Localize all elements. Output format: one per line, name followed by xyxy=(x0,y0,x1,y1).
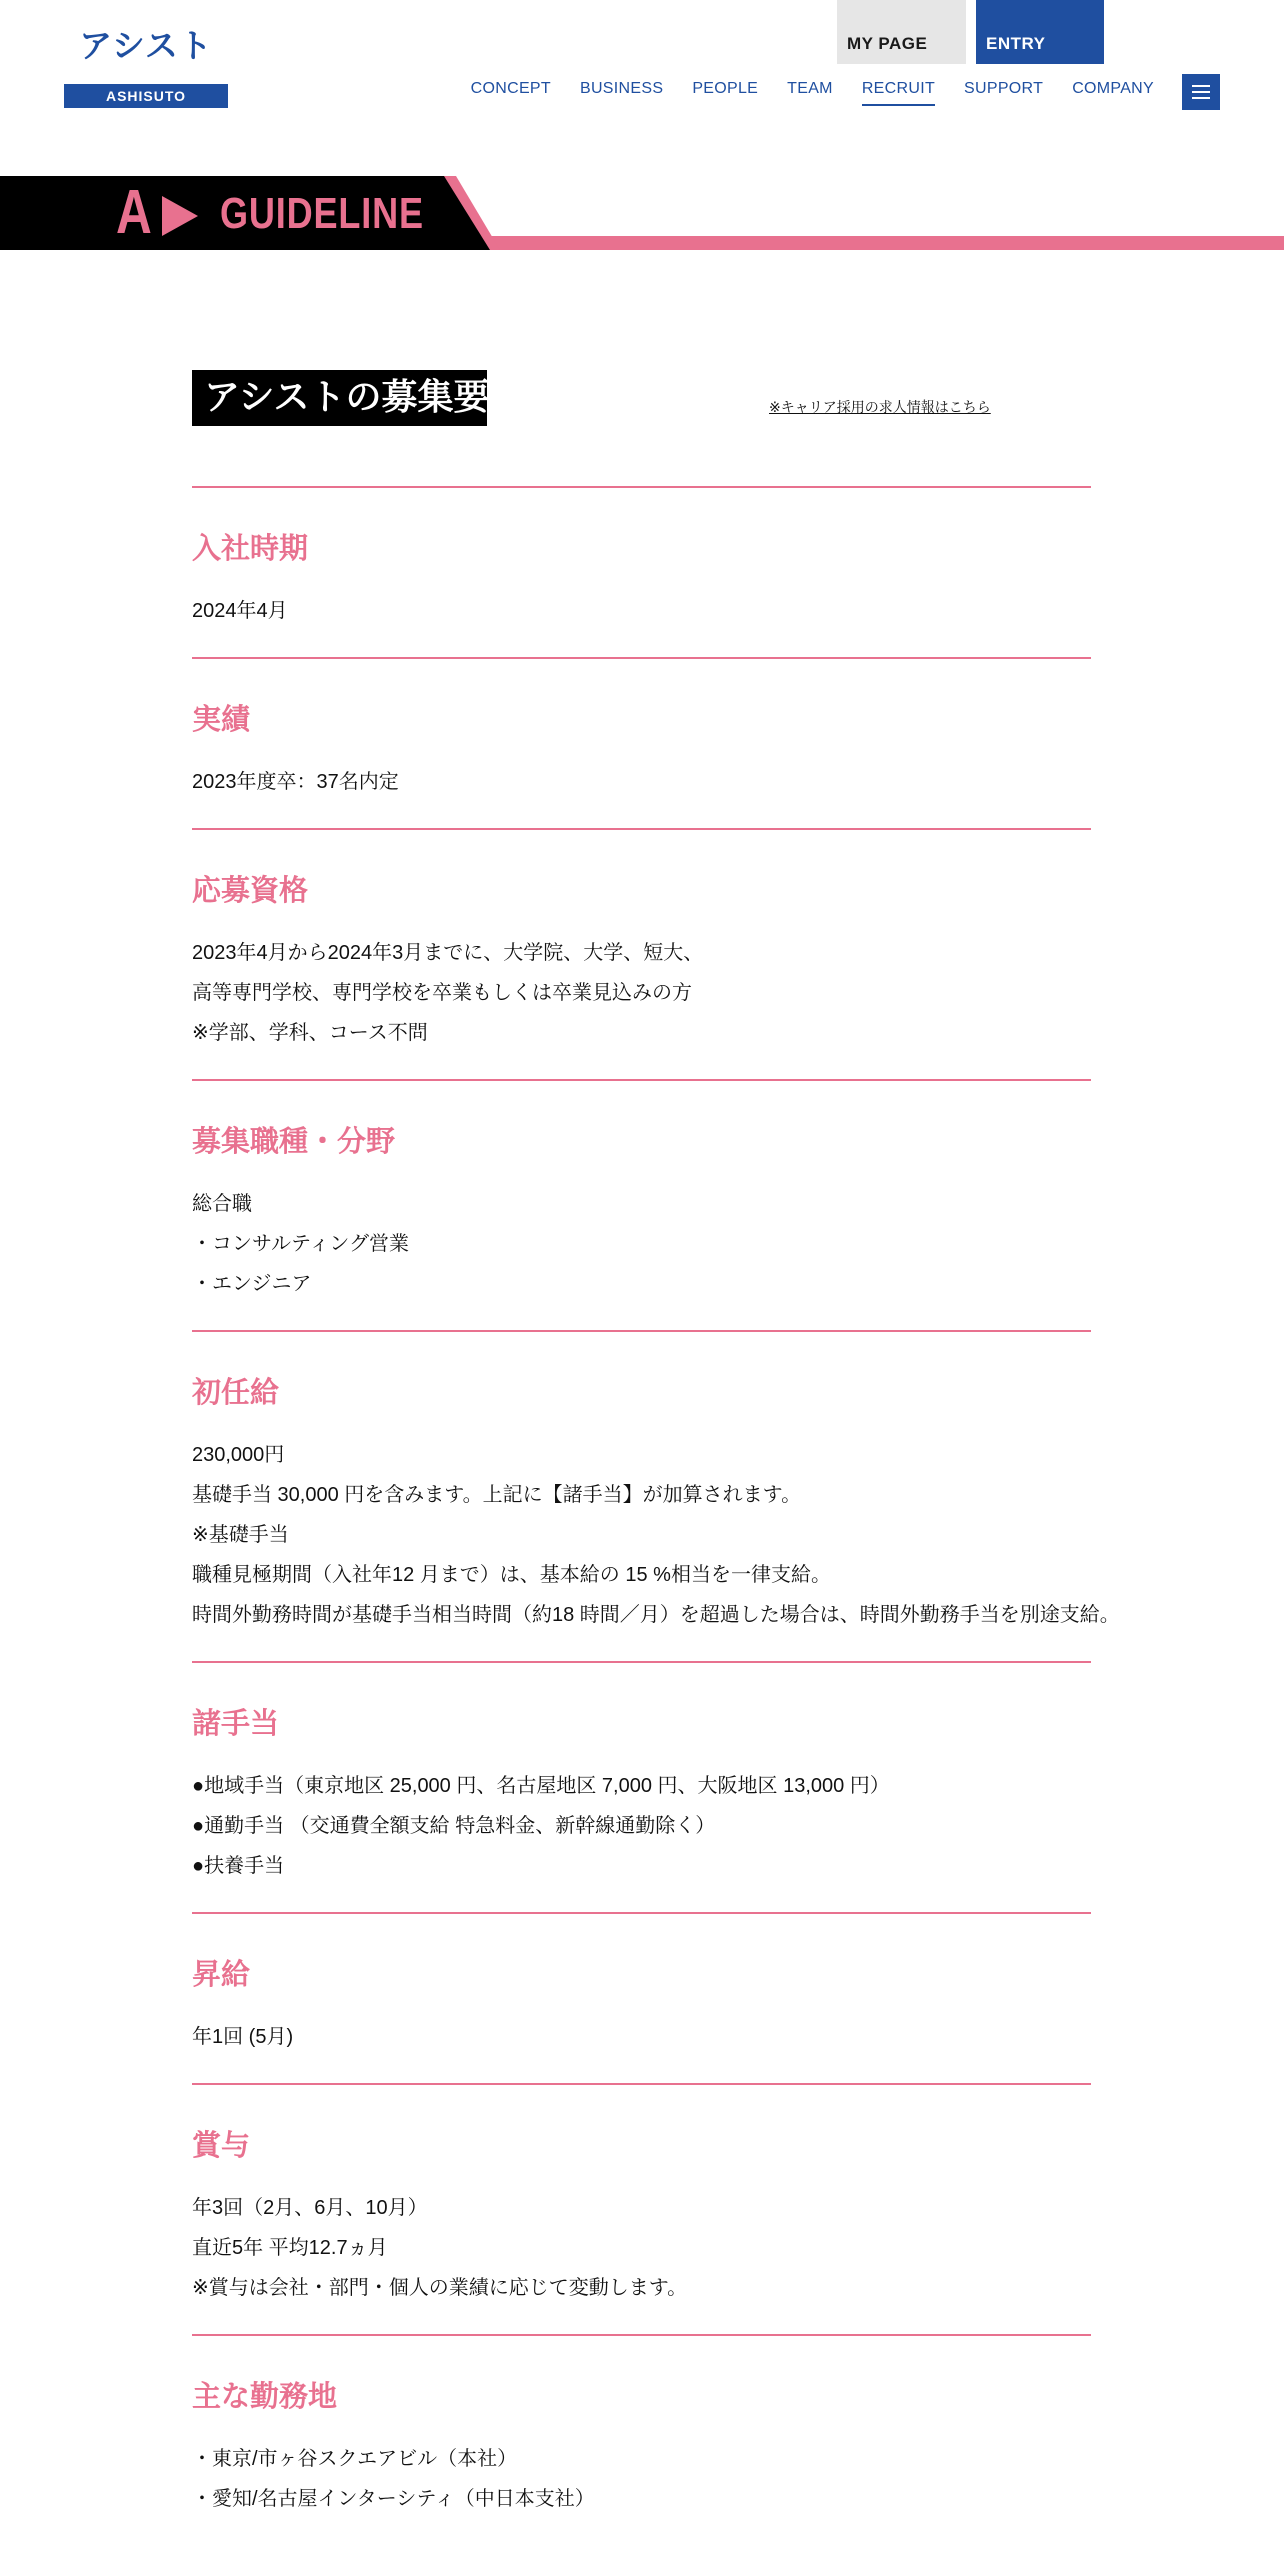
section-heading: 主な勤務地 xyxy=(192,2379,338,2413)
section-text: ・エンジニア xyxy=(192,1273,312,1295)
nav-item-support[interactable]: SUPPORT xyxy=(964,80,1044,97)
nav-item-recruit[interactable]: RECRUIT xyxy=(862,80,935,106)
logo-subtitle: ASHISUTO RECRUITING xyxy=(64,84,228,108)
section-text: 総合職 xyxy=(192,1193,252,1215)
entry-button[interactable]: ENTRY xyxy=(976,0,1104,64)
nav-item-company[interactable]: COMPANY xyxy=(1072,80,1154,97)
hamburger-menu-button[interactable] xyxy=(1182,74,1220,110)
page-title xyxy=(192,370,526,426)
play-arrow-icon xyxy=(162,196,198,236)
section-heading: 昇給 xyxy=(192,1957,251,1991)
section-text: 230,000円 xyxy=(192,1444,285,1466)
section-text: 年1回 (5月) xyxy=(192,2026,294,2048)
requirement-pay-raise xyxy=(192,1912,1091,2083)
requirement-eligibility xyxy=(192,828,1091,1079)
section-text: ●扶養手当 xyxy=(192,1855,285,1877)
nav-item-team[interactable]: TEAM xyxy=(787,80,833,97)
nav-item-concept[interactable]: CONCEPT xyxy=(470,80,551,97)
section-text: 2024年4月 xyxy=(192,600,288,622)
mypage-button[interactable]: MY PAGE xyxy=(837,0,966,64)
section-text: 基礎手当 30,000 円を含みます。上記に【諸手当】が加算されます。 xyxy=(192,1484,802,1506)
section-text: ・愛知/名古屋インターシティ（中日本支社） xyxy=(192,2488,595,2510)
nav-item-people[interactable]: PEOPLE xyxy=(692,80,759,97)
section-text: 時間外勤務時間が基礎手当相当時間（約18 時間／月）を超過した場合は、時間外勤務手当を別途支給。 xyxy=(192,1604,1120,1626)
section-heading: 入社時期 xyxy=(192,531,309,565)
section-text: ・東京/市ヶ谷スクエアビル（本社） xyxy=(192,2448,518,2470)
section-band-title: GUIDELINE xyxy=(220,189,424,238)
site-logo[interactable] xyxy=(64,26,228,128)
section-heading: 応募資格 xyxy=(192,873,309,907)
requirement-starting-salary xyxy=(192,1330,1120,1661)
section-text: 高等専門学校、専門学校を卒業もしくは卒業見込みの方 xyxy=(192,982,692,1004)
section-heading: 諸手当 xyxy=(192,1706,280,1740)
section-text: 2023年4月から2024年3月までに、大学院、大学、短大、 xyxy=(192,942,704,964)
global-nav xyxy=(442,80,1154,106)
page-title-text: アシストの募集要項 xyxy=(204,377,526,418)
requirement-start-date xyxy=(192,486,1091,657)
section-text: 職種見極期間（入社年12 月まで）は、基本給の 15 %相当を一律支給。 xyxy=(192,1564,831,1586)
section-text: ・コンサルティング営業 xyxy=(192,1233,409,1255)
section-heading: 募集職種・分野 xyxy=(192,1124,396,1158)
section-text: ※学部、学科、コース不問 xyxy=(192,1022,428,1044)
requirement-bonus xyxy=(192,2083,1091,2334)
section-heading: 実績 xyxy=(192,702,251,736)
hamburger-icon xyxy=(1192,85,1210,87)
logo-text: アシスト xyxy=(79,26,213,65)
section-text: 直近5年 平均12.7ヵ月 xyxy=(192,2237,388,2259)
requirement-job-type xyxy=(192,1079,1091,1330)
band-letter-mark: A xyxy=(116,178,152,247)
section-text: ※賞与は会社・部門・個人の業績に応じて変動します。 xyxy=(192,2277,688,2299)
section-heading: 賞与 xyxy=(192,2128,251,2162)
requirement-allowances xyxy=(192,1661,1091,1912)
section-text: ※基礎手当 xyxy=(192,1524,289,1546)
requirement-track-record xyxy=(192,657,1091,828)
career-recruitment-link[interactable]: ※キャリア採用の求人情報はこちら xyxy=(769,399,991,415)
section-text: ●通勤手当 （交通費全額支給 特急料金、新幹線通勤除く） xyxy=(192,1815,716,1837)
section-text: 年3回（2月、6月、10月） xyxy=(192,2197,428,2219)
requirements-list xyxy=(192,486,1120,2545)
section-heading: 初任給 xyxy=(192,1375,280,1409)
section-text: 2023年度卒：37名内定 xyxy=(192,771,399,793)
section-text: ●地域手当（東京地区 25,000 円、名古屋地区 7,000 円、大阪地区 13,000 円） xyxy=(192,1775,890,1797)
requirement-work-location xyxy=(192,2334,1091,2545)
nav-item-business[interactable]: BUSINESS xyxy=(579,80,664,97)
